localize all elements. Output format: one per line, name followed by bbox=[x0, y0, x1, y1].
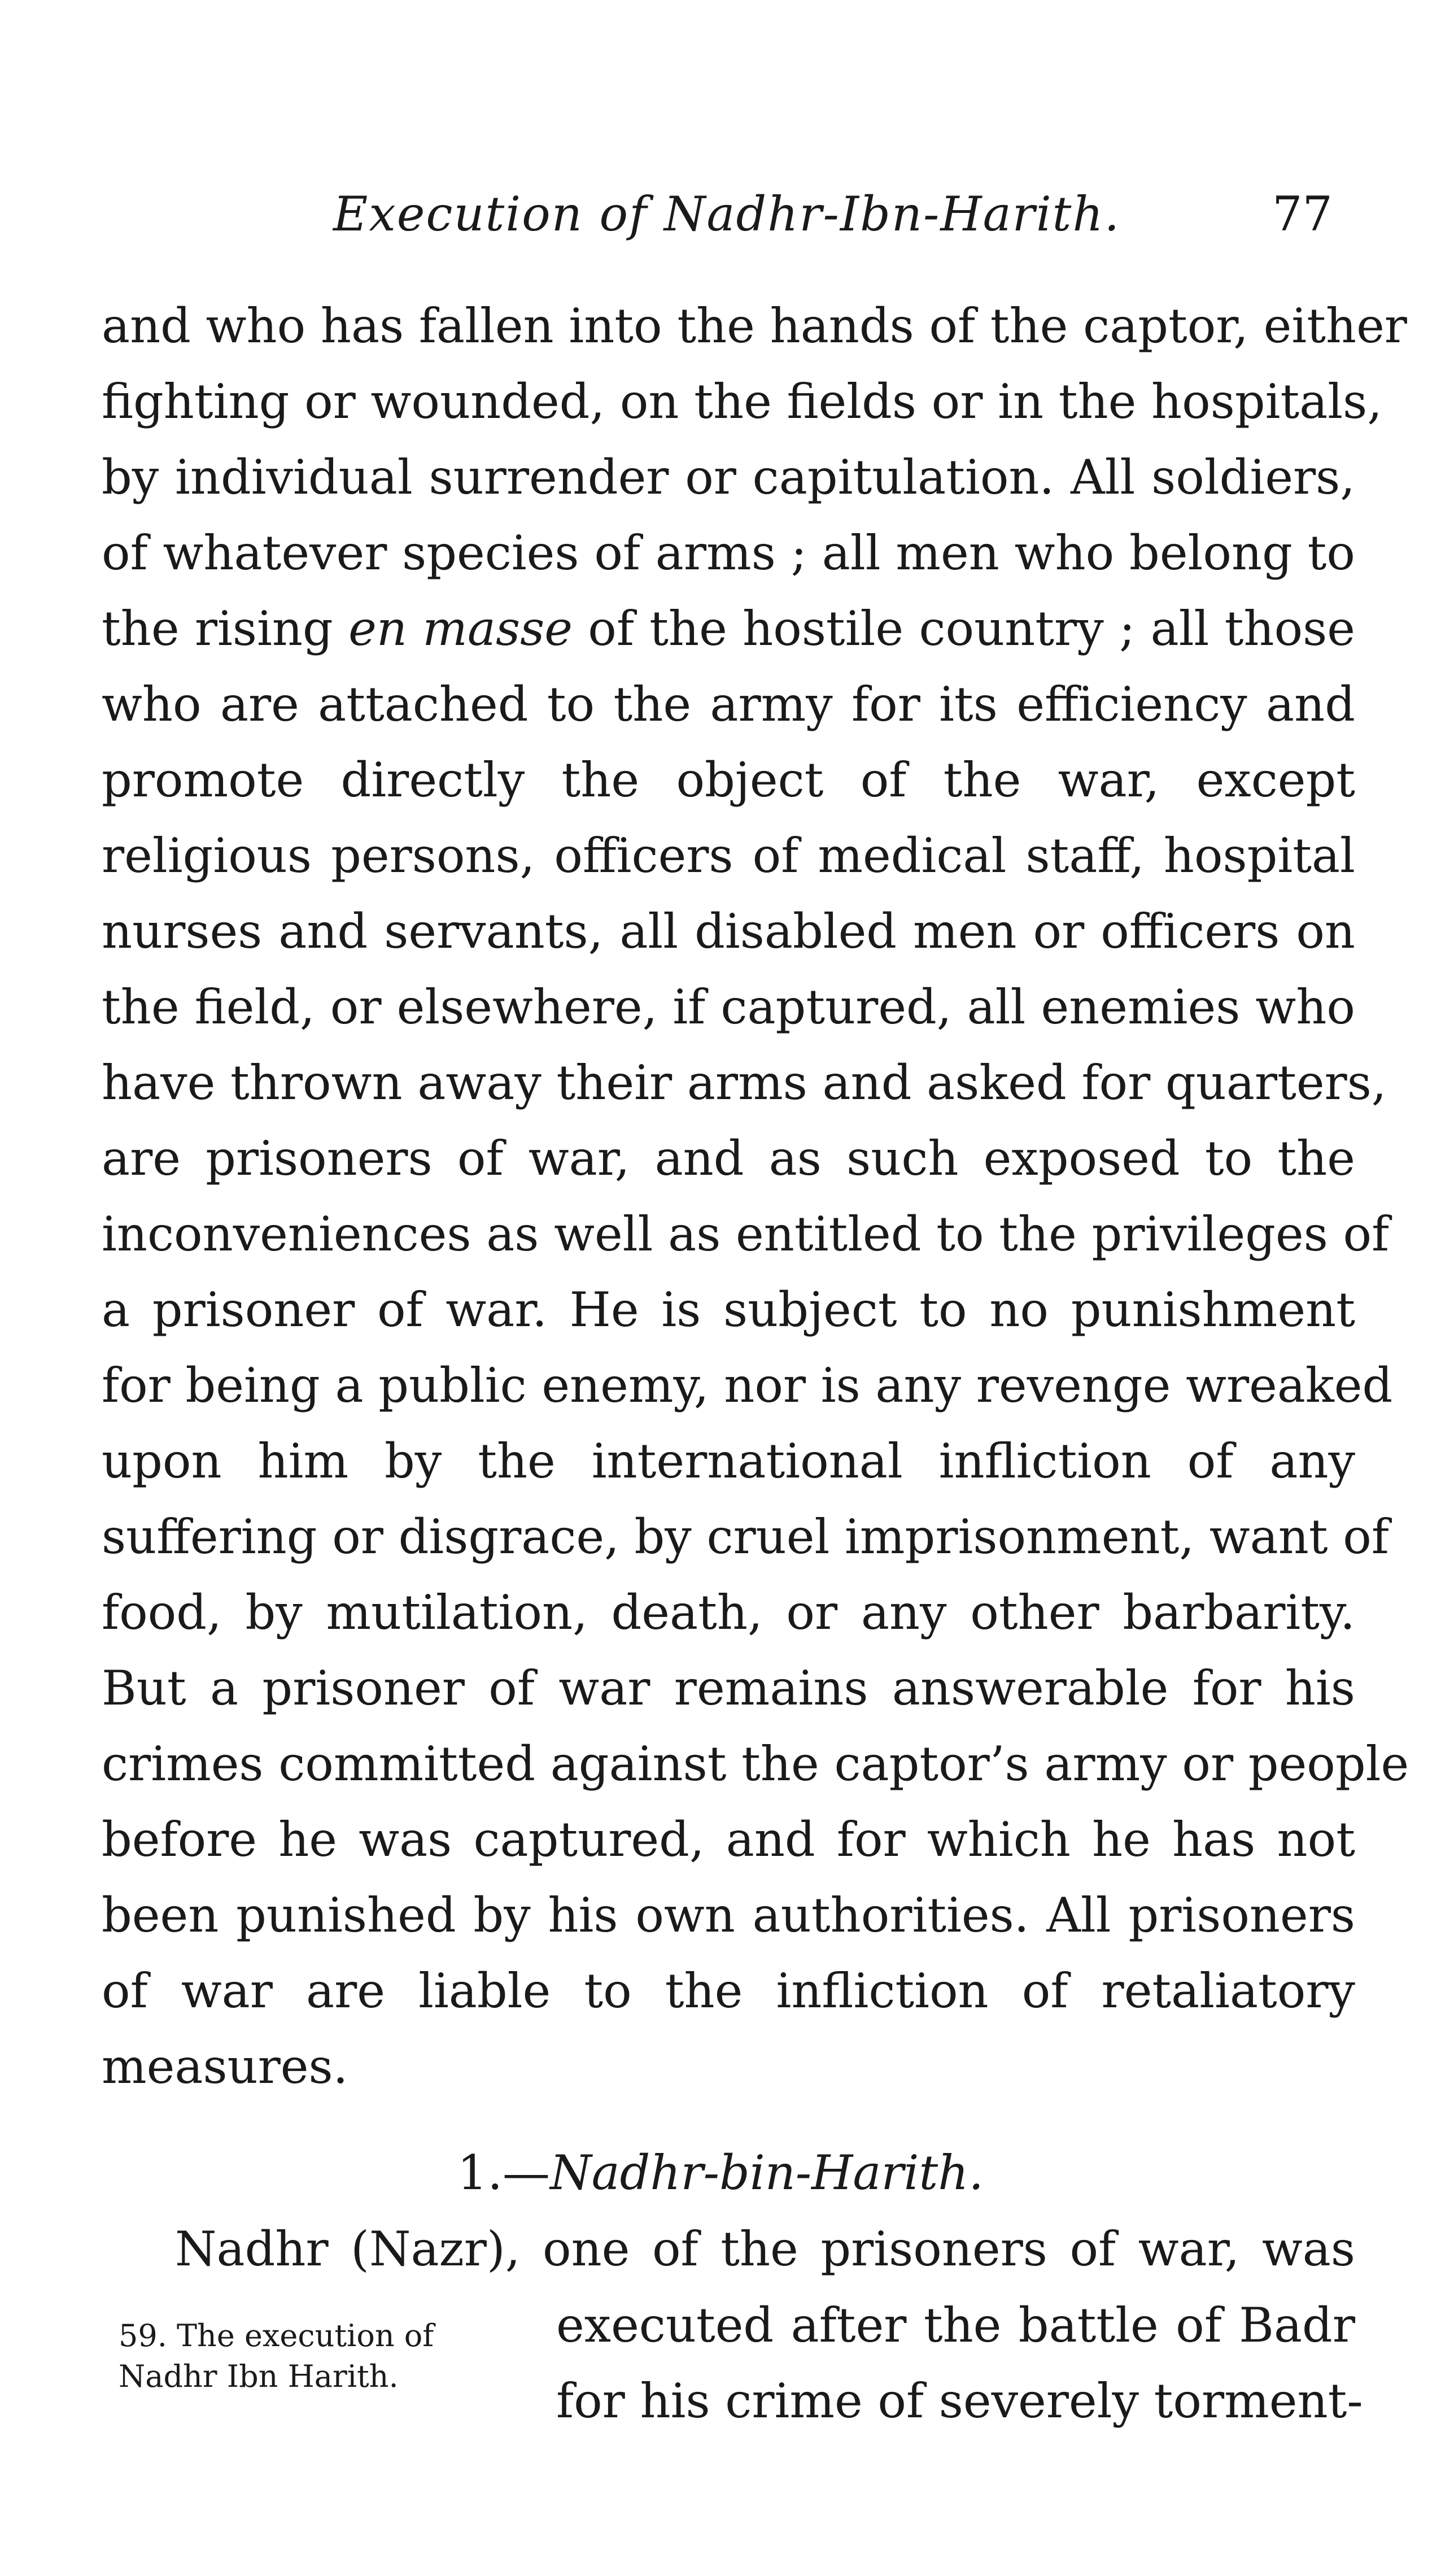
text-line: inconveniences as well as entitled to the privileges of bbox=[102, 1206, 1390, 1262]
text-line: of war are liable to the infliction of retaliatory bbox=[102, 1963, 1355, 2019]
text-line: for being a public enemy, nor is any revenge wreaked bbox=[102, 1358, 1393, 1413]
body-paragraph bbox=[102, 288, 1409, 2104]
text-line: the field, or elsewhere, if captured, all enemies who bbox=[102, 979, 1355, 1035]
text-line: crimes committed against the captor’s army or people bbox=[102, 1736, 1409, 1792]
text-line: before he was captured, and for which he has not bbox=[102, 1812, 1355, 1867]
text-line-start: the rising bbox=[102, 601, 349, 656]
text-line: executed after the battle of Badr bbox=[556, 2298, 1355, 2353]
text-line: for his crime of severely torment- bbox=[556, 2373, 1363, 2429]
running-title: Execution of Nadhr-Ibn-Harith. bbox=[333, 186, 1121, 242]
text-line: have thrown away their arms and asked for quarters, bbox=[102, 1055, 1387, 1110]
text-line: by individual surrender or capitulation. All soldiers, bbox=[102, 450, 1355, 505]
text-line bbox=[102, 591, 1355, 666]
margin-note-line: 59. The execution of bbox=[119, 2318, 434, 2353]
text-line: of whatever species of arms ; all men who belong to bbox=[102, 525, 1355, 581]
text-line: are prisoners of war, and as such exposed to the bbox=[102, 1131, 1355, 1186]
section-heading bbox=[0, 2135, 1441, 2211]
text-line: who are attached to the army for its efficiency and bbox=[102, 677, 1355, 732]
page-header bbox=[102, 186, 1333, 254]
text-line: suffering or disgrace, by cruel imprisonment, want of bbox=[102, 1509, 1389, 1564]
text-line: But a prisoner of war remains answerable for his bbox=[102, 1660, 1355, 1716]
text-line: a prisoner of war. He is subject to no punishment bbox=[102, 1282, 1355, 1337]
text-line-end: of the hostile country ; all those bbox=[572, 601, 1356, 656]
text-line: upon him by the international infliction of any bbox=[102, 1433, 1355, 1489]
section-number: 1.— bbox=[457, 2145, 551, 2200]
page-number: 77 bbox=[1272, 186, 1333, 242]
text-line: measures. bbox=[102, 2039, 348, 2094]
margin-note-line: Nadhr Ibn Harith. bbox=[119, 2359, 399, 2394]
text-line: fighting or wounded, on the fields or in the hospitals, bbox=[102, 374, 1382, 429]
text-line: food, by mutilation, death, or any other barbarity. bbox=[102, 1585, 1355, 1640]
paragraph-continuation bbox=[556, 2287, 1363, 2439]
text-line: been punished by his own authorities. All prisoners bbox=[102, 1888, 1355, 1943]
text-line: nurses and servants, all disabled men or officers on bbox=[102, 904, 1355, 959]
paragraph-first-line: Nadhr (Nazr), one of the prisoners of war, was bbox=[175, 2221, 1355, 2277]
text-line: religious persons, officers of medical staff, hospital bbox=[102, 828, 1355, 883]
text-line: promote directly the object of the war, except bbox=[102, 752, 1355, 808]
margin-note bbox=[119, 2316, 525, 2397]
section-title: Nadhr-bin-Harith. bbox=[550, 2145, 984, 2200]
text-line: and who has fallen into the hands of the captor, either bbox=[102, 298, 1407, 354]
italic-phrase: en masse bbox=[348, 601, 573, 656]
